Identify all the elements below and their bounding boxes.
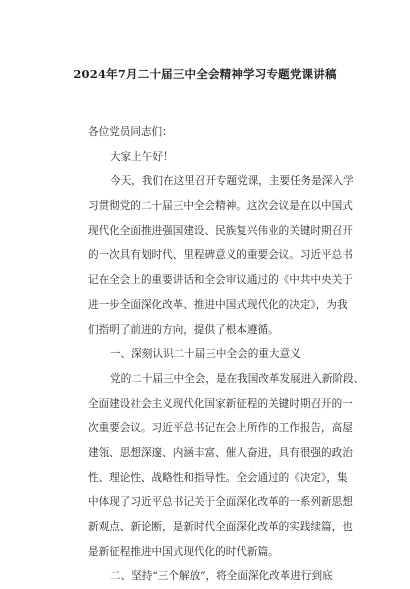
paragraph-line: 今天，我们在这里召开专题党课，主要任务是深入学 xyxy=(110,175,354,188)
paragraph-line: 们指明了前进的方向，提供了根本遵循。 xyxy=(88,323,279,336)
document-title: 2024年7月二十届三中全会精神学习专题党课讲稿 xyxy=(73,67,337,81)
paragraph-line: 性、理论性、战略性和指导性。全会通过的《决定》，集 xyxy=(88,471,348,484)
paragraph-line: 次重要会议。习近平总书记在会上所作的工作报告，高屋 xyxy=(88,422,353,435)
paragraph-line: 是新征程推进中国式现代化的时代新篇。 xyxy=(88,545,279,558)
salutation-line: 各位党员同志们： xyxy=(88,126,173,138)
section-heading: 二、坚持“三个解放”，将全面深化改革进行到底 xyxy=(110,570,333,583)
paragraph-line: 记在全会上的重要讲话和全会审议通过的《中共中央关于 xyxy=(88,274,353,287)
paragraph-line: 新观点、新论断，是新时代全面深化改革的实践续篇，也 xyxy=(88,521,353,533)
paragraph-line: 的一次具有划时代、里程碑意义的重要会议。习近平总书 xyxy=(88,249,353,262)
paragraph-line: 建瓴、思想深邃、内涵丰富、催人奋进，具有很强的政治 xyxy=(88,446,353,459)
paragraph-line: 中体现了习近平总书记关于全面深化改革的一系列新思想 xyxy=(88,496,353,509)
paragraph-line: 党的二十届三中全会，是在我国改革发展进入新阶段、 xyxy=(110,372,365,385)
paragraph-line: 全面建设社会主义现代化国家新征程的关键时期召开的一 xyxy=(88,397,353,410)
paragraph-line: 进一步全面深化改革、推进中国式现代化的决定》，为我 xyxy=(88,298,348,311)
greeting-line: 大家上午好！ xyxy=(110,150,174,163)
paragraph-line: 现代化全面推进强国建设、民族复兴伟业的关键时期召开 xyxy=(88,224,353,237)
paragraph-line: 习贯彻党的二十届三中全会精神。这次会议是在以中国式 xyxy=(88,200,353,213)
document-body xyxy=(88,120,365,589)
section-heading: 一、深刻认识二十届三中全会的重大意义 xyxy=(110,348,301,361)
